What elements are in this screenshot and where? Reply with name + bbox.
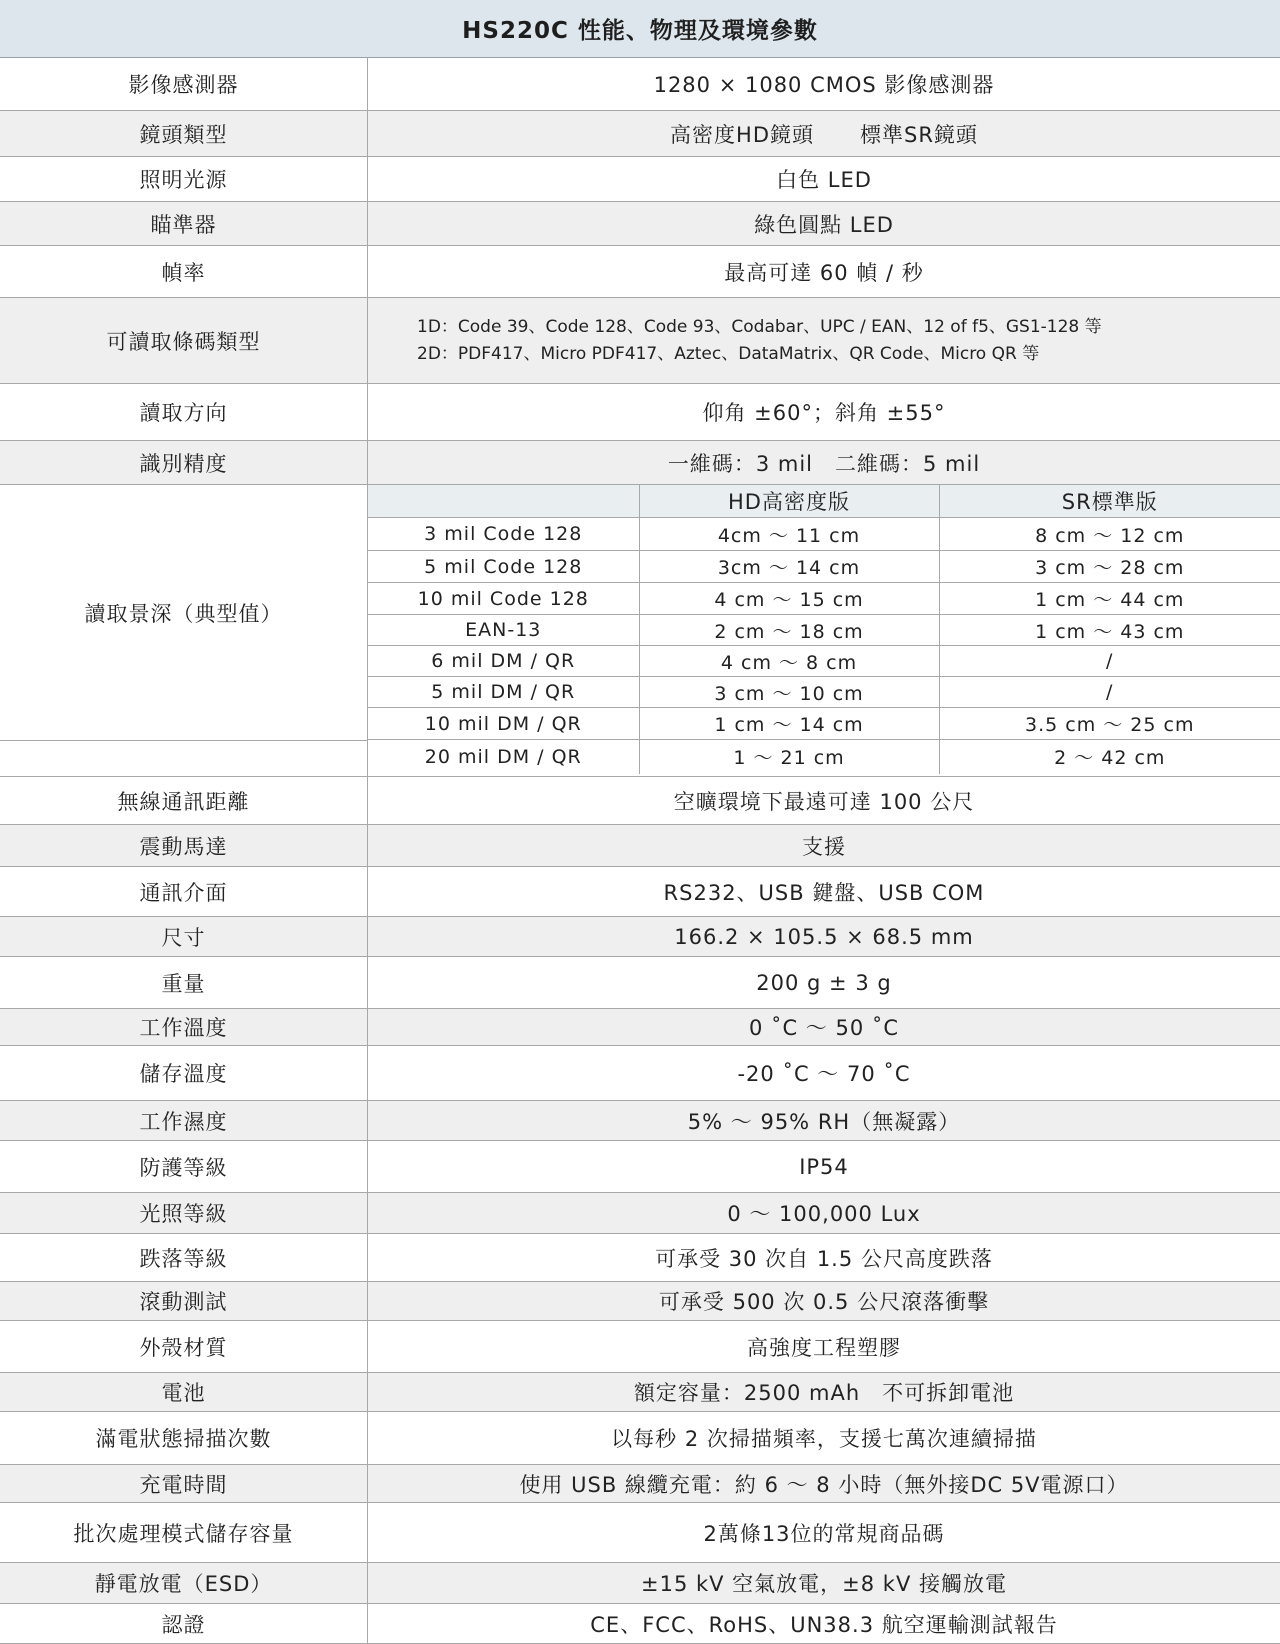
spec-value: 額定容量：2500 mAh 不可拆卸電池 [633, 1381, 1015, 1405]
table-row [368, 518, 1280, 551]
table-row [368, 677, 1280, 708]
spec-row-charging-time [0, 1465, 1280, 1503]
spec-row-certifications [0, 1604, 1280, 1644]
spec-value: 200 g ± 3 g [756, 970, 892, 995]
dof-header-code [368, 485, 639, 518]
spec-label: 瞄準器 [0, 202, 368, 245]
spec-row-image-sensor [0, 57, 1280, 111]
spec-value [368, 111, 1280, 156]
dof-sr: 1 cm ～ 44 cm [939, 583, 1280, 615]
table-row [368, 646, 1280, 677]
spec-row-illumination [0, 157, 1280, 202]
dof-sr: / [939, 646, 1280, 677]
spec-row-weight [0, 957, 1280, 1009]
dof-sr: / [939, 677, 1280, 708]
spec-value: 5% ～ 95% RH（無凝露） [687, 1109, 961, 1134]
spec-row-humidity [0, 1101, 1280, 1141]
spec-row-scans-per-charge [0, 1412, 1280, 1465]
spec-label: 工作濕度 [0, 1101, 368, 1140]
spec-row-dimensions [0, 917, 1280, 957]
dof-hd: 4 cm ～ 8 cm [639, 646, 939, 677]
dof-code: 5 mil DM / QR [368, 677, 639, 708]
dof-code: 3 mil Code 128 [368, 518, 639, 551]
spec-value: ±15 kV 空氣放電，±8 kV 接觸放電 [640, 1572, 1008, 1596]
spec-value: 2萬條13位的常規商品碼 [703, 1521, 945, 1546]
spec-row-resolution [0, 441, 1280, 485]
lens-options [670, 119, 978, 149]
spec-row-frame-rate [0, 246, 1280, 298]
spec-value: 最高可達 60 幀 / 秒 [724, 260, 924, 285]
spec-value: 高強度工程塑膠 [747, 1335, 901, 1360]
spec-row-battery [0, 1373, 1280, 1412]
spec-value: 仰角 ±60°；斜角 ±55° [702, 401, 946, 425]
spec-label: 影像感測器 [0, 57, 368, 110]
spec-row-lens-type [0, 111, 1280, 157]
dof-code: 5 mil Code 128 [368, 551, 639, 583]
dof-sr: 3.5 cm ～ 25 cm [939, 708, 1280, 740]
spec-label: 滿電狀態掃描次數 [0, 1412, 368, 1464]
spec-label: 防護等級 [0, 1141, 368, 1192]
spec-row-barcode-types [0, 298, 1280, 384]
spec-value: 白色 LED [776, 168, 872, 192]
spec-label: 重量 [0, 957, 368, 1008]
dof-sr: 8 cm ～ 12 cm [939, 518, 1280, 551]
spec-label: 工作溫度 [0, 1009, 368, 1045]
spec-label: 尺寸 [0, 917, 368, 956]
spec-value: IP54 [799, 1154, 849, 1179]
spec-label: 儲存溫度 [0, 1046, 368, 1100]
spec-label: 通訊介面 [0, 867, 368, 916]
spec-value: RS232、USB 鍵盤、USB COM [663, 880, 985, 905]
spec-value: 0 ～ 100,000 Lux [727, 1202, 921, 1226]
spec-value: 一維碼：3 mil 二維碼：5 mil [667, 451, 981, 476]
spec-label: 批次處理模式儲存容量 [0, 1503, 368, 1562]
spec-label: 無線通訊距離 [0, 777, 368, 824]
spec-label: 靜電放電（ESD） [0, 1563, 368, 1603]
spec-row-housing-material [0, 1321, 1280, 1373]
dof-hd: 3 cm ～ 10 cm [639, 677, 939, 708]
spec-value: 0 ˚C ～ 50 ˚C [748, 1016, 900, 1040]
dof-code: EAN-13 [368, 615, 639, 646]
symbology-2d: 2D：PDF417、Micro PDF417、Aztec、DataMatrix、QR Code、Micro QR 等 [417, 343, 1040, 364]
table-row [368, 740, 1280, 774]
table-row [368, 551, 1280, 583]
spec-label: 充電時間 [0, 1465, 368, 1502]
dof-sr: 3 cm ～ 28 cm [939, 551, 1280, 583]
dof-hd: 3cm ～ 14 cm [639, 551, 939, 583]
dof-hd: 4 cm ～ 15 cm [639, 583, 939, 615]
dof-hd: 2 cm ～ 18 cm [639, 615, 939, 646]
depth-of-field-section [0, 485, 1280, 777]
spec-row-read-angle [0, 384, 1280, 441]
table-row [368, 583, 1280, 615]
spec-value: 使用 USB 線纜充電：約 6 ～ 8 小時（無外接DC 5V電源口） [519, 1472, 1129, 1497]
spec-row-ambient-light [0, 1193, 1280, 1234]
spec-value [368, 298, 1280, 383]
spec-value: 166.2 × 105.5 × 68.5 mm [674, 924, 974, 949]
spec-row-drop-rating [0, 1234, 1280, 1282]
spec-label: 讀取方向 [0, 384, 368, 440]
spec-row-operating-temp [0, 1009, 1280, 1046]
spec-label: 跌落等級 [0, 1234, 368, 1281]
dof-code: 6 mil DM / QR [368, 646, 639, 677]
spec-value: 以每秒 2 次掃描頻率，支援七萬次連續掃描 [611, 1427, 1037, 1451]
spec-value: CE、FCC、RoHS、UN38.3 航空運輸測試報告 [590, 1612, 1058, 1637]
dof-code: 20 mil DM / QR [368, 740, 639, 774]
spec-label: 電池 [0, 1373, 368, 1411]
spec-label: 識別精度 [0, 441, 368, 484]
spec-row-interface [0, 867, 1280, 917]
spec-row-ip-rating [0, 1141, 1280, 1193]
spec-label: 滾動測試 [0, 1282, 368, 1320]
spec-label: 可讀取條碼類型 [0, 298, 368, 383]
dof-code: 10 mil Code 128 [368, 583, 639, 615]
spec-value: 支援 [802, 834, 846, 859]
spec-row-esd [0, 1563, 1280, 1604]
spec-value: 可承受 500 次 0.5 公尺滾落衝擊 [658, 1290, 990, 1314]
spec-value: 綠色圓點 LED [754, 212, 894, 237]
spec-label: 照明光源 [0, 157, 368, 201]
spec-value: -20 ˚C ～ 70 ˚C [737, 1062, 911, 1086]
table-row [368, 615, 1280, 646]
spec-label: 震動馬達 [0, 825, 368, 866]
spec-row-vibration [0, 825, 1280, 867]
depth-of-field-label: 讀取景深（典型值） [0, 485, 368, 741]
dof-header-row [368, 485, 1280, 518]
spec-row-storage-temp [0, 1046, 1280, 1101]
spec-label: 幀率 [0, 246, 368, 297]
lens-sr: 標準SR鏡頭 [860, 122, 978, 147]
dof-hd: 4cm ～ 11 cm [639, 518, 939, 551]
spec-value: 空曠環境下最遠可達 100 公尺 [673, 789, 975, 814]
spec-label: 外殼材質 [0, 1321, 368, 1372]
spec-value: 可承受 30 次自 1.5 公尺高度跌落 [655, 1246, 993, 1271]
spec-row-batch-storage [0, 1503, 1280, 1563]
spec-label: 光照等級 [0, 1193, 368, 1233]
dof-sr: 2 ～ 42 cm [939, 740, 1280, 774]
dof-hd: 1 ～ 21 cm [639, 740, 939, 774]
dof-header-sr: SR標準版 [939, 485, 1280, 518]
symbology-1d: 1D：Code 39、Code 128、Code 93、Codabar、UPC / EAN、12 of f5、GS1-128 等 [417, 316, 1102, 337]
table-row [368, 708, 1280, 740]
dof-header-hd: HD高密度版 [639, 485, 939, 518]
spec-row-aimer [0, 202, 1280, 246]
spec-label: 鏡頭類型 [0, 111, 368, 156]
dof-hd: 1 cm ～ 14 cm [639, 708, 939, 740]
spec-label: 認證 [0, 1604, 368, 1643]
depth-of-field-label-tail [0, 741, 368, 776]
depth-of-field-table [368, 485, 1280, 774]
dof-sr: 1 cm ～ 43 cm [939, 615, 1280, 646]
lens-hd: 高密度HD鏡頭 [670, 122, 815, 147]
dof-code: 10 mil DM / QR [368, 708, 639, 740]
spec-row-tumble-test [0, 1282, 1280, 1321]
spec-value: 1280 × 1080 CMOS 影像感測器 [653, 72, 995, 97]
spec-row-wireless-range [0, 777, 1280, 825]
sheet-title: HS220C 性能、物理及環境參數 [0, 0, 1280, 58]
